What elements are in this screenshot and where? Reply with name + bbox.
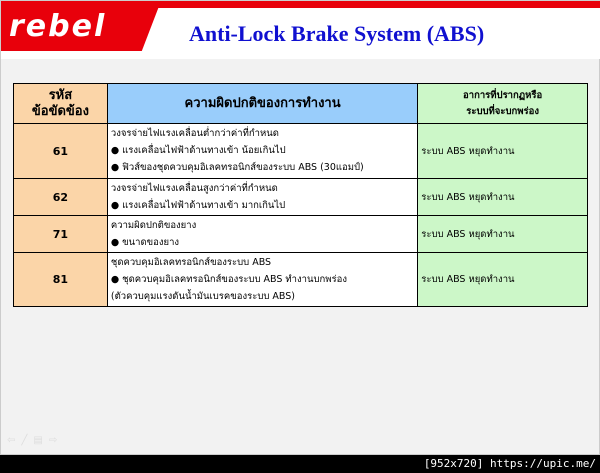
table-row — [14, 124, 588, 179]
fault-code: 61 — [14, 124, 108, 179]
table-row — [14, 216, 588, 253]
slide-title: Anti-Lock Brake System (ABS) — [189, 21, 485, 46]
malfunction-description — [107, 124, 417, 179]
header-banner — [1, 1, 600, 59]
header-symptom-line2: ระบบที่จะบกพร่อง — [466, 105, 539, 117]
description-line: (ตัวควบคุมแรงดันน้ำมันเบรคของระบบ ABS) — [110, 291, 295, 302]
symptom: ระบบ ABS หยุดทำงาน — [418, 179, 588, 216]
header-code — [14, 84, 108, 124]
symptom: ระบบ ABS หยุดทำงาน — [418, 253, 588, 307]
description-line: วงจรจ่ายไฟแรงเคลื่อนสูงกว่าค่าที่กำหนด — [110, 183, 278, 194]
next-arrow-icon[interactable]: ⇨ — [48, 435, 64, 446]
description-line: ● แรงเคลื่อนไฟฟ้าด้านทางเข้า น้อยเกินไป — [110, 145, 286, 156]
header-code-line2: ข้อขัดข้อง — [31, 103, 89, 119]
description-line: ● ฟิวส์ของชุดควบคุมอิเลคทรอนิกส์ของระบบ ABS (30แอมป์) — [110, 162, 364, 173]
fault-code: 62 — [14, 179, 108, 216]
previous-arrow-icon[interactable]: ⇦ — [7, 435, 22, 446]
rebel-logo: rebel — [9, 9, 107, 44]
fault-code: 71 — [14, 216, 108, 253]
header-malfunction: ความผิดปกติของการทำงาน — [107, 84, 417, 124]
header-symptom-line1: อาการที่ปรากฏหรือ — [463, 89, 543, 101]
pen-icon[interactable]: ╱ — [21, 435, 34, 446]
description-line: วงจรจ่ายไฟแรงเคลื่อนต่ำกว่าค่าที่กำหนด — [110, 128, 279, 139]
malfunction-description — [107, 253, 417, 307]
abs-fault-code-table — [13, 83, 588, 307]
description-line: ชุดควบคุมอิเลคทรอนิกส์ของระบบ ABS — [110, 257, 272, 268]
table-row — [14, 179, 588, 216]
description-line: ● แรงเคลื่อนไฟฟ้าด้านทางเข้า มากเกินไป — [110, 200, 286, 211]
description-line: ● ขนาดของยาง — [110, 237, 180, 248]
image-host-footer: [952x720] https://upic.me/ — [423, 457, 596, 470]
menu-icon[interactable]: ▤ — [33, 435, 49, 446]
symptom: ระบบ ABS หยุดทำงาน — [418, 124, 588, 179]
description-line: ● ชุดควบคุมอิเลคทรอนิกส์ของระบบ ABS ทำงานบกพร่อง — [110, 274, 347, 285]
table-header-row — [14, 84, 588, 124]
description-line: ความผิดปกติของยาง — [110, 220, 197, 231]
malfunction-description — [107, 179, 417, 216]
symptom: ระบบ ABS หยุดทำงาน — [418, 216, 588, 253]
header-code-line1: รหัส — [48, 87, 73, 103]
slideshow-toolbar — [7, 435, 63, 446]
malfunction-description — [107, 216, 417, 253]
table-row — [14, 253, 588, 307]
fault-code: 81 — [14, 253, 108, 307]
header-symptom — [418, 84, 588, 124]
